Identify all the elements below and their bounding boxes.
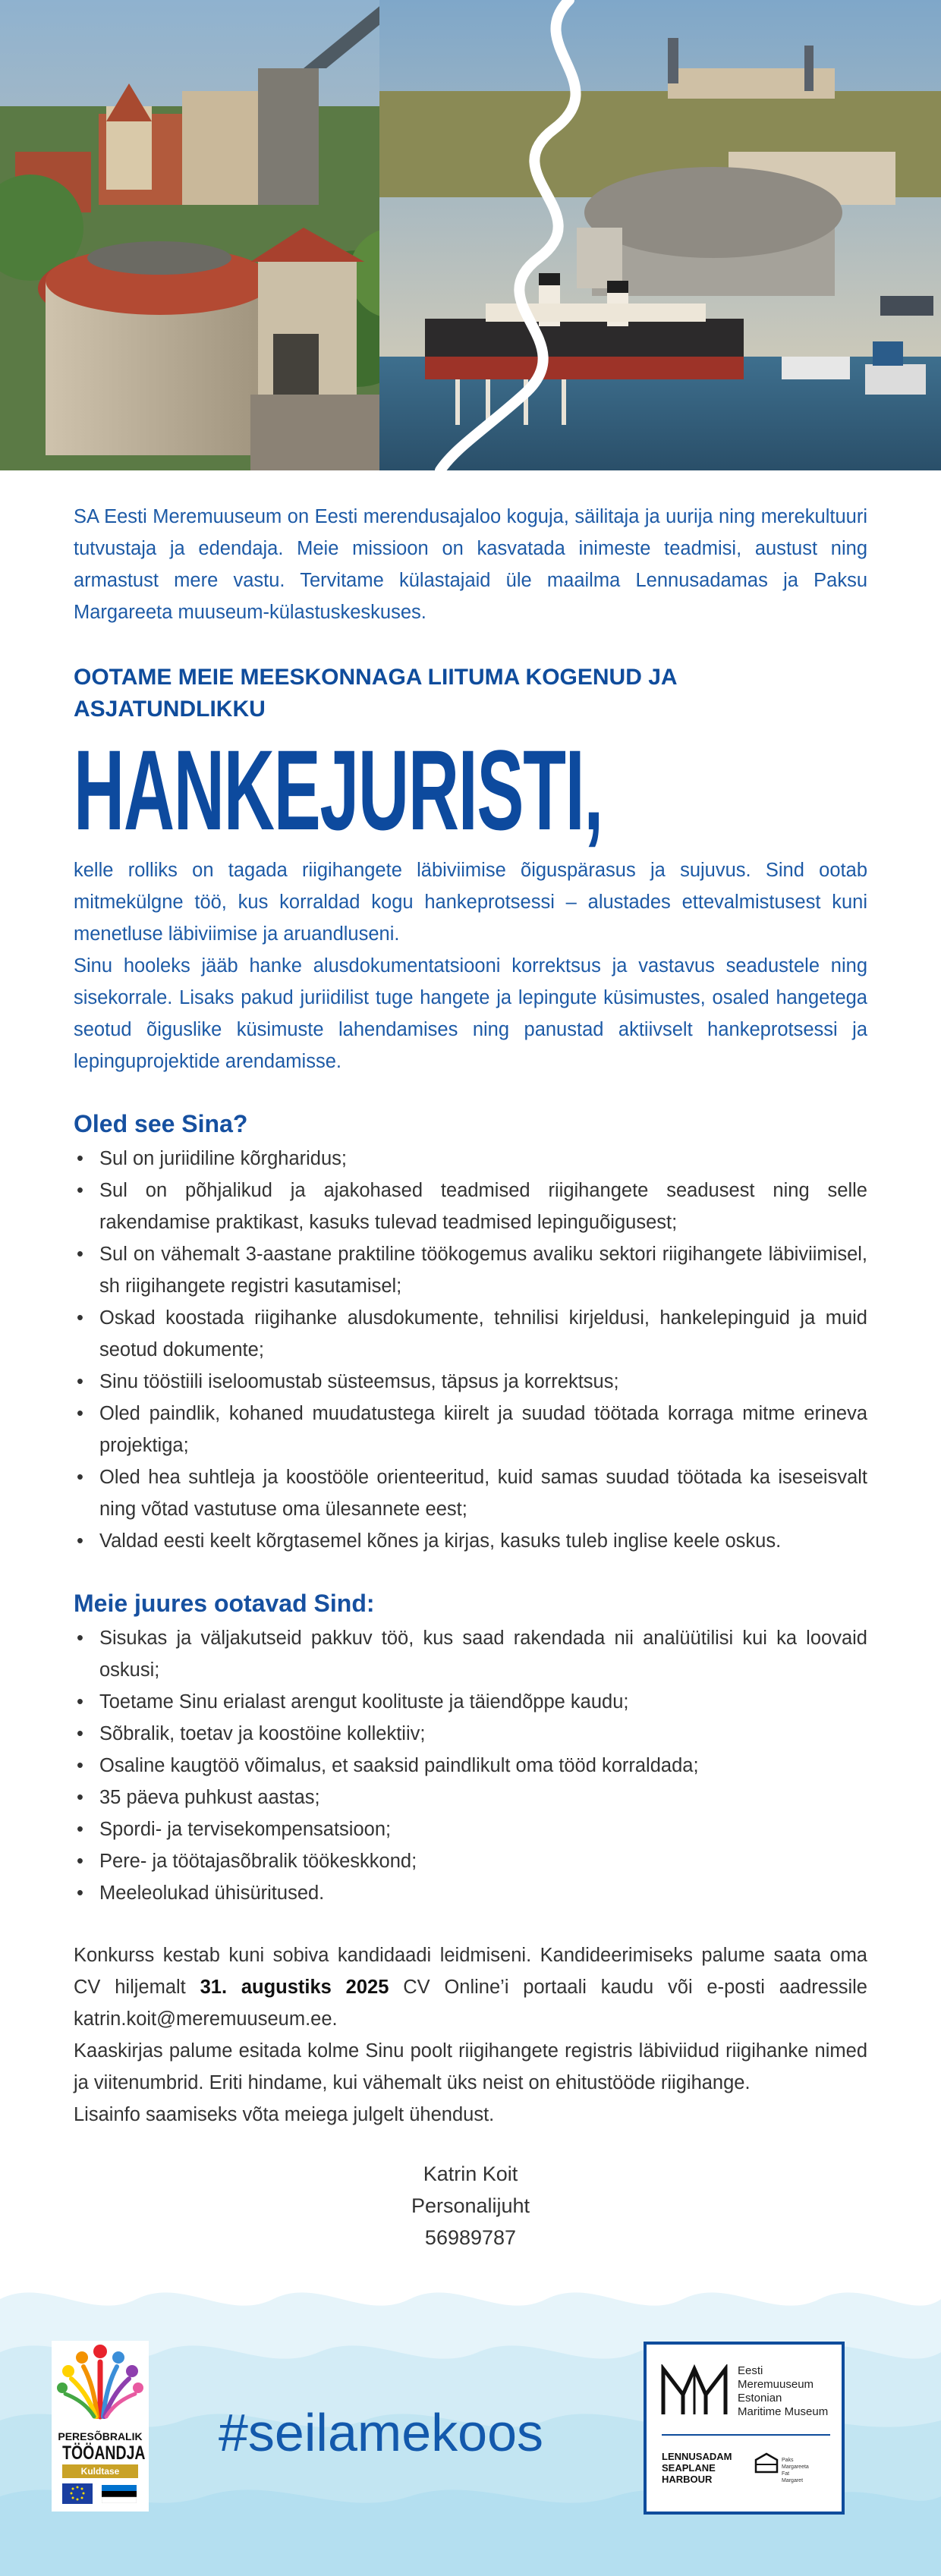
margareeta-line: Margareeta bbox=[782, 2464, 809, 2470]
list-item: • Pere- ja töötajasõbralik töökeskkond; bbox=[74, 1845, 867, 1877]
list-item: • Sisukas ja väljakutseid pakkuv töö, kus saad rakendada nii analüütilisi kui ka loovaid oskusi; bbox=[74, 1622, 867, 1686]
list-item: • Valdad eesti keelt kõrgtasemel kõnes ja kirjas, kasuks tuleb inglise keele oskus. bbox=[74, 1525, 867, 1557]
application-text: Konkurss kestab kuni sobiva kandidaadi leidmiseni. Kandideerimiseks palume saata oma CV hiljemalt bbox=[74, 1945, 867, 1998]
requirements-list bbox=[74, 1143, 867, 1557]
footer bbox=[0, 2269, 941, 2576]
harbour-line: SEAPLANE HARBOUR bbox=[662, 2462, 716, 2485]
list-item: • Sul on põhjalikud ja ajakohased teadmised riigihangete seadusest ning selle rakendamise praktikast, kasuks tulevad teadmised lepinguõigusest; bbox=[74, 1175, 867, 1238]
estonia-flag-icon bbox=[102, 2485, 137, 2503]
logo-divider bbox=[662, 2434, 830, 2436]
list-item: • Osaline kaugtöö võimalus, et saaksid paindlikult oma tööd korraldada; bbox=[74, 1750, 867, 1782]
list-item: • Sõbralik, toetav ja koostöine kollektiiv; bbox=[74, 1718, 867, 1750]
museum-name-line: Meremuuseum bbox=[738, 2378, 814, 2391]
role-paragraph: Sinu hooleks jääb hanke alusdokumentatsiooni korrektsus ja vastavus seadustele ning sisekorrale. Lisaks pakud juriidilist tuge hangete ja lepingute küsimustes, osaled hangetega seotud õiguslike küsimuste lahendamises ning panustad aktiivselt hankeprotsessi ja lepinguprojektide arendamisse. bbox=[74, 955, 867, 1072]
cover-letter-paragraph: Kaaskirjas palume esitada kolme Sinu poolt riigihangete registris läbiviidud riigihanke nimed ja viitenumbrid. Eriti hindame, kui vähemalt üks neist on ehitustööde riigihange. bbox=[74, 2040, 867, 2093]
position-title: HANKEJURISTI, bbox=[74, 726, 603, 854]
application-email-text[interactable]: CV Online’i portaali kaudu või e-posti aadressile katrin.koit@meremuuseum.ee. bbox=[74, 1977, 867, 2030]
invitation-heading: OOTAME MEIE MEESKONNAGA LIITUMA KOGENUD JA ASJATUNDLIKKU bbox=[74, 665, 677, 722]
badge-line-1: PERESÕBRALIK bbox=[58, 2430, 143, 2442]
list-item: • Spordi- ja tervisekompensatsioon; bbox=[74, 1813, 867, 1845]
offers-list bbox=[74, 1622, 867, 1909]
seaplane-harbour-logo bbox=[662, 2451, 738, 2485]
badge-level: Kuldtase bbox=[62, 2464, 138, 2478]
main-content bbox=[74, 501, 867, 2254]
harbour-line: LENNUSADAM bbox=[662, 2451, 732, 2462]
contact-role: Personalijuht bbox=[411, 2194, 530, 2217]
fat-margaret-label bbox=[782, 2457, 827, 2484]
margareeta-line: Margaret bbox=[782, 2478, 804, 2483]
eu-flag-icon bbox=[62, 2483, 93, 2504]
margareeta-line: Fat bbox=[782, 2471, 790, 2477]
museum-emblem-icon bbox=[660, 2364, 729, 2417]
margareeta-line: Paks bbox=[782, 2458, 794, 2463]
list-item: • Toetame Sinu erialast arengut koolituste ja täiendõppe kaudu; bbox=[74, 1686, 867, 1718]
application-paragraph bbox=[74, 1939, 867, 2035]
hashtag: #seilamekoos bbox=[219, 2403, 543, 2462]
museum-name-line: Maritime Museum bbox=[738, 2405, 829, 2418]
offers-title: Meie juures ootavad Sind: bbox=[74, 1590, 375, 1617]
fat-margaret-tower-icon bbox=[753, 2449, 780, 2477]
list-item: • Meeleolukad ühisüritused. bbox=[74, 1877, 867, 1909]
tallinn-harbour-photo bbox=[0, 0, 941, 470]
contact-name: Katrin Koit bbox=[423, 2162, 518, 2185]
list-item: • Oled hea suhtleja ja koostööle orienteeritud, kuid samas suudad töötada ka iseseisvalt ning võtad vastutuse oma ülesannete eest; bbox=[74, 1461, 867, 1525]
people-logo-icon bbox=[52, 2341, 149, 2428]
role-paragraph: kelle rolliks on tagada riigihangete läbiviimise õiguspärasus ja sujuvus. Sind ootab mitmekülgne töö, kus korraldad kogu hankeprotsessi – alustades ettevalmistusest kuni menetluse läbiviimise ja aruandluseni. bbox=[74, 860, 867, 945]
application-info bbox=[74, 1939, 867, 2131]
list-item: • Oskad koostada riigihanke alusdokumente, tehnilisi kirjeldusi, hankelepinguid ja muid seotud dokumente; bbox=[74, 1302, 867, 1366]
contact-block bbox=[74, 2158, 867, 2254]
museum-name-line: Estonian bbox=[738, 2392, 782, 2405]
list-item: • Oled paindlik, kohaned muudatustega kiirelt ja suudad töötada korraga mitme erineva projektiga; bbox=[74, 1398, 867, 1461]
list-item: • Sinu tööstiili iseloomustab süsteemsus, täpsus ja korrektsus; bbox=[74, 1366, 867, 1398]
requirements-title: Oled see Sina? bbox=[74, 1110, 248, 1137]
family-friendly-employer-badge bbox=[52, 2341, 149, 2512]
museum-name-line: Eesti bbox=[738, 2364, 763, 2377]
more-info-paragraph: Lisainfo saamiseks võta meiega julgelt ühendust. bbox=[74, 2104, 495, 2125]
list-item: • Sul on juriidiline kõrgharidus; bbox=[74, 1143, 867, 1175]
list-item: • 35 päeva puhkust aastas; bbox=[74, 1782, 867, 1813]
application-deadline: 31. augustiks 2025 bbox=[200, 1977, 389, 1998]
maritime-museum-logo bbox=[644, 2342, 845, 2515]
list-item: • Sul on vähemalt 3-aastane praktiline töökogemus avaliku sektori riigihangete läbiviimisel, sh riigihangete registri kasutamisel; bbox=[74, 1238, 867, 1302]
badge-line-2: TÖÖANDJA bbox=[62, 2442, 146, 2464]
hero-image bbox=[0, 0, 941, 470]
intro-paragraph: SA Eesti Meremuuseum on Eesti merendusajaloo koguja, säilitaja ja uurija ning merekultuuri tutvustaja ja edendaja. Meie missioon on kasvatada inimeste teadmisi, austust ning armastust mere vastu. Tervitame külastajaid üle maailma Lennusadamas ja Paksu Margareeta muuseum-külastuskeskuses. bbox=[74, 506, 867, 623]
museum-name bbox=[738, 2364, 836, 2419]
contact-phone[interactable]: 56989787 bbox=[424, 2226, 517, 2249]
role-description bbox=[74, 854, 867, 1077]
